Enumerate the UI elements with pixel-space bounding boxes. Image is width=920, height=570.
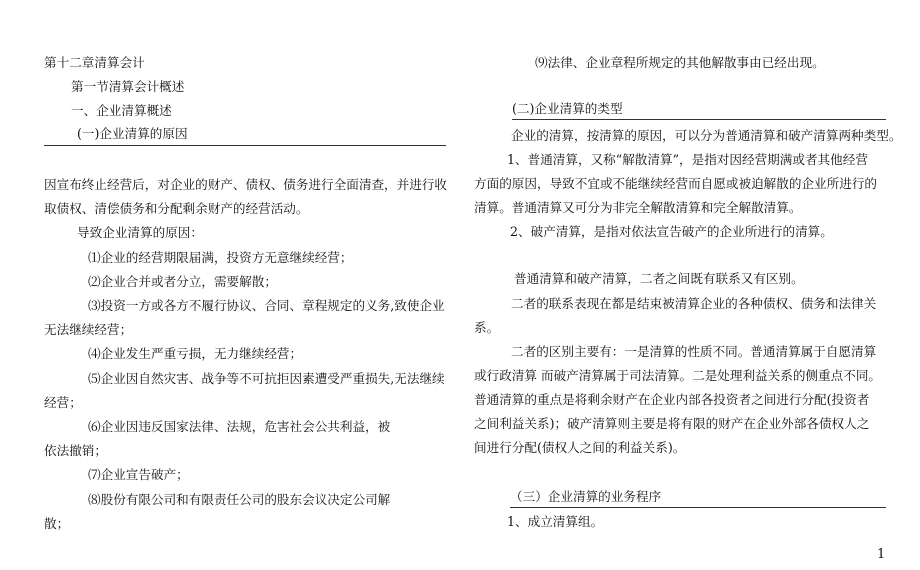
paragraph-line: 间进行分配(债权人之间的利益关系)。 — [474, 440, 686, 455]
reason-item: ⑺企业宣告破产； — [88, 467, 189, 482]
paragraph-line: 普通清算和破产清算，二者之间既有联系又有区别。 — [514, 271, 804, 286]
heading-enterprise-liquidation-reasons: (一)企业清算的原因 — [77, 126, 188, 141]
paragraph-line: 取债权、清偿债务和分配剩余财产的经营活动。 — [44, 201, 309, 216]
paragraph-line: 1、成立清算组。 — [507, 514, 604, 529]
heading-business-procedure: （三）企业清算的业务程序 — [510, 489, 662, 504]
reason-item: ⑼法律、企业章程所规定的其他解散事由已经出现。 — [535, 55, 825, 70]
section-title: 第一节清算会计概述 — [71, 79, 185, 94]
paragraph-line: 因宣布终止经营后，对企业的财产、债权、债务进行全面清查，并进行收 — [44, 177, 447, 192]
types-intro: 企业的清算，按清算的原因，可以分为普通清算和破产清算两种类型。 — [511, 128, 902, 143]
paragraph-line: 方面的原因，导致不宜或不能继续经营而自愿或被迫解散的企业所进行的 — [474, 176, 877, 191]
reason-item-continued: 依法撤销； — [44, 443, 107, 458]
reason-item: ⑻股份有限公司和有限责任公司的股东会议决定公司解 — [88, 492, 391, 507]
paragraph-line: 普通清算的重点是将剩余财产在企业内部各投资者之间进行分配(投资者 — [474, 392, 870, 407]
reason-item: ⑹企业因违反国家法律、法规，危害社会公共利益，被 — [88, 419, 391, 434]
paragraph-line: 系。 — [474, 320, 500, 335]
reasons-intro: 导致企业清算的原因： — [77, 225, 203, 240]
paragraph-line: 二者的联系表现在都是结束被清算企业的各种债权、债务和法律关 — [511, 296, 877, 311]
reason-item: ⑵企业合并或者分立，需要解散； — [88, 274, 277, 289]
subsection-title: 一、企业清算概述 — [71, 103, 172, 118]
paragraph-line: 之间利益关系)；破产清算则主要是将有限的财产在企业外部各债权人之 — [474, 416, 870, 431]
reason-item: ⑶投资一方或各方不履行协议、合同、章程规定的义务,致使企业 — [88, 298, 445, 313]
reason-item-continued: 无法继续经营； — [44, 322, 133, 337]
reason-item: ⑸企业因自然灾害、战争等不可抗拒因素遭受严重损失,无法继续 — [88, 371, 445, 386]
heading-underline — [44, 145, 446, 146]
paragraph-line: 或行政清算 而破产清算属于司法清算。二是处理利益关系的侧重点不同。 — [474, 368, 882, 383]
heading-underline — [510, 507, 886, 508]
chapter-title: 第十二章清算会计 — [44, 55, 145, 70]
page-number: 1 — [877, 547, 886, 562]
reason-item-continued: 经营； — [44, 395, 82, 410]
reason-item-continued: 散； — [44, 516, 70, 531]
heading-liquidation-types: (二)企业清算的类型 — [512, 101, 623, 116]
paragraph-line: 1、普通清算，又称“解散清算”，是指对因经营期满或者其他经营 — [507, 152, 868, 167]
reason-item: ⑷企业发生严重亏损，无力继续经营； — [88, 346, 303, 361]
heading-underline — [512, 119, 886, 120]
paragraph-line: 2、破产清算，是指对依法宣告破产的企业所进行的清算。 — [510, 224, 833, 239]
reason-item: ⑴企业的经营期限届满，投资方无意继续经营； — [88, 250, 353, 265]
paragraph-line: 清算。普通清算又可分为非完全解散清算和完全解散清算。 — [474, 200, 802, 215]
paragraph-line: 二者的区别主要有：一是清算的性质不同。普通清算属于自愿清算 — [511, 344, 877, 359]
